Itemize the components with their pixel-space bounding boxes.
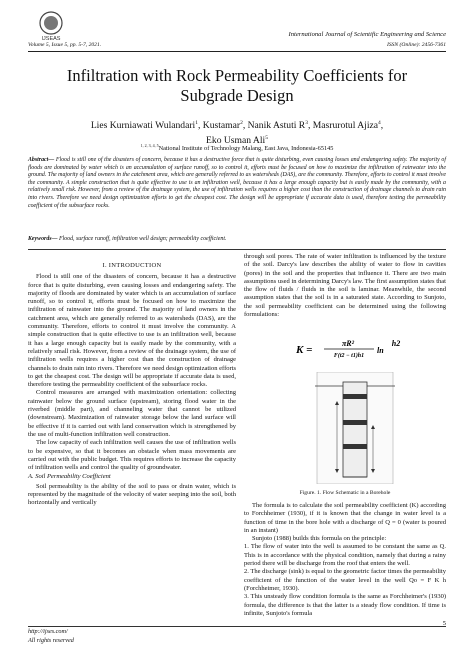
author-name: , Masrurotul Ajiza (307, 120, 379, 132)
title-line-2: Subgrade Design (180, 86, 294, 105)
svg-text:IJSEAS: IJSEAS (41, 36, 61, 42)
right-column-bottom (244, 502, 446, 618)
author-index: 2 (240, 120, 243, 126)
logo-icon (28, 10, 74, 42)
list-item: 1. The flow of water into the well is assumed to be constant the same as Q. This is in accordance with the physical condition, namely that during a rainy period there will be discharge from the roof that enters the well. (244, 543, 446, 568)
keywords-text: Flood, surface runoff, infiltration well design; permeability coefficient. (57, 236, 227, 242)
list-item: 3. This unsteady flow condition formula is the same as Forchheimer's (1930) formula, the difference is that the latter is a steady flow condition. If time is infinite, Sunjoto's formula (244, 593, 446, 617)
paragraph: Flood is still one of the disasters of concern, because it has a destructive force that is quite disturbing, even causing losses and endangering safety. The majority of floods are dominated by water which is an accumulation of surface runoff, so to control it, efforts must be focused on how to maximize the infiltration of rainwater into the ground. The majority of land owners in the catchment area, which are generally referred to as watersheds (DAS), are the community. Therefore, efforts to control it must involve the community. A simple construction that is quite effective to use is an infiltration well, because it has a large enough capacity but is easily made by the community, with a relatively small risk. However, from a review of the drainage system, the use of infiltration wells requires a higher cost than the construction of drainage channels to drain rain into rivers. Therefore we need design optimization efforts to get the cheapest cost. The design will be appropriate if accurate data is used, therefore testing the permeability coefficient of the subsurface rocks. (28, 273, 236, 389)
footer-rule (28, 626, 446, 627)
subsection-heading: A. Soil Permeability Coefficient (28, 473, 111, 481)
author-separator: , (380, 120, 384, 132)
affiliation-text: National Institute of Technology Malang, East Java, Indonesia-65145 (158, 145, 334, 153)
formula-graphic (296, 338, 416, 360)
paper-title (20, 66, 454, 106)
author-index: 3 (305, 120, 308, 126)
borehole-schematic (315, 372, 395, 484)
author-name: , Nanik Astuti R (242, 120, 306, 132)
author-index: 5 (265, 135, 268, 142)
journal-name: International Journal of Scientific Engineering and Science (288, 31, 446, 38)
formula-denominator: F(t2 − t1)h1 (333, 353, 365, 359)
issn: ISSN (Online): 2456-7361 (386, 42, 446, 48)
paragraph: Control measures are arranged with maximization orientation: collecting rainwater below the ground surface (upstream), storing flood water in the riverbed (middle part), and channeling water that cannot be utilized (downstream). Maximization of rainwater storage below the land surface will be effective if it is carried out with land conservation which is strengthened by the use of multi-function infiltration well construction. (28, 389, 236, 438)
author-line-1 (20, 117, 454, 132)
paragraph: through soil pores. The rate of water infiltration is influenced by the texture of the soil. Darcy's law describes the ability of water to flow in cavities (pores) in the soil and the properties that influence it. There are two main assumptions used in determining Darcy's law. The first assumption states that the flow of fluids / fluids in the soil is laminar. Meanwhile, the second assumption states that the soil is in a saturated state. According to Sunjoto, the soil permeability coefficient can be determined using the following formulations: (244, 253, 446, 319)
borehole-figure (315, 372, 395, 484)
formula-numerator: πR² (341, 339, 355, 348)
affiliation-indices: 1, 2, 3, 4, 5 (140, 143, 159, 148)
journal-logo (28, 10, 74, 42)
paragraph: Sunjoto (1988) builds this formula on the principle: (252, 535, 387, 543)
formula-lhs: K = (296, 344, 313, 356)
abstract-label: Abstract— (28, 157, 55, 163)
author-index: 1 (195, 120, 198, 126)
author-name: Eko Usman Ali (206, 135, 266, 147)
abstract-text: Flood is still one of the disasters of concern, because it has a destructive force that is quite disturbing, even causing losses and endangering safety. The majority of floods are dominated by water which is an accumulation of surface runoff, so to control it, efforts must be focused on how to maximize the infiltration of rainwater into the ground. The majority of land owners in the catchment area, which are generally referred to as watersheds (DAS), are the community. Therefore, efforts to control it must involve the community. A simple construction that is quite effective to use is an infiltration well, because it has a large enough capacity but is easily made by the community, with a relatively small risk. However, from a review of the drainage system, the use of infiltration wells requires a higher cost than the construction of drainage channels to drain rain into rivers. Therefore we need design optimization efforts to get the cheapest cost. The design will be appropriate if accurate data is used, therefore testing the permeability coefficient of the subsurface rocks. (28, 157, 446, 209)
volume-line: Volume 5, Issue 5, pp. 5-7, 2021. (28, 42, 102, 48)
section-rule (28, 249, 446, 250)
abstract (28, 157, 446, 210)
paragraph: The low capacity of each infiltration well causes the use of infiltration wells to be expensive, so that it becomes an obstacle when mass movements are carried out with the public budget. This requires efforts to increase the capacity of infiltration wells and control the quality of groundwater. (28, 439, 236, 472)
title-line-1: Infiltration with Rock Permeability Coefficients for (66, 66, 408, 85)
author-name: , Kustamar (197, 120, 241, 132)
author-index: 4 (378, 120, 381, 126)
right-column-top (244, 253, 446, 319)
permeability-formula (296, 338, 416, 360)
page-number: 5 (442, 620, 446, 627)
formula-ln: ln (377, 346, 384, 355)
author-name: Lies Kurniawati Wulandari (90, 120, 196, 132)
figure-caption: Figure. 1. Flow Schematic in a Borehole (299, 490, 391, 496)
formula-h2: h2 (391, 339, 401, 348)
affiliation (20, 143, 454, 152)
footer-url[interactable]: http://ijses.com/ (28, 628, 68, 635)
keywords-label: Keywords— (28, 236, 58, 242)
paragraph: The formula is to calculate the soil permeability coefficient (K) according to Forchheimer (1930), if it is known that the change in water level is a function of time in the bore hole with a discharge of Q = 0 (water is poured in an instant) (244, 502, 446, 534)
left-column (28, 258, 236, 508)
header-rule (28, 51, 446, 52)
keywords (28, 236, 446, 242)
list-item: 2. The discharge (sink) is equal to the geometric factor times the permeability coefficient of the function of the water level in the well Qo = F K h (Forchheimer, 1930). (244, 568, 446, 592)
section-heading: I. INTRODUCTION (102, 262, 162, 269)
footer-rights: All rights reserved (28, 637, 74, 644)
paragraph: Soil permeability is the ability of the soil to pass or drain water, which is represented by the magnitude of the velocity of water seeping into the soil, both horizontally and vertically (28, 482, 236, 507)
